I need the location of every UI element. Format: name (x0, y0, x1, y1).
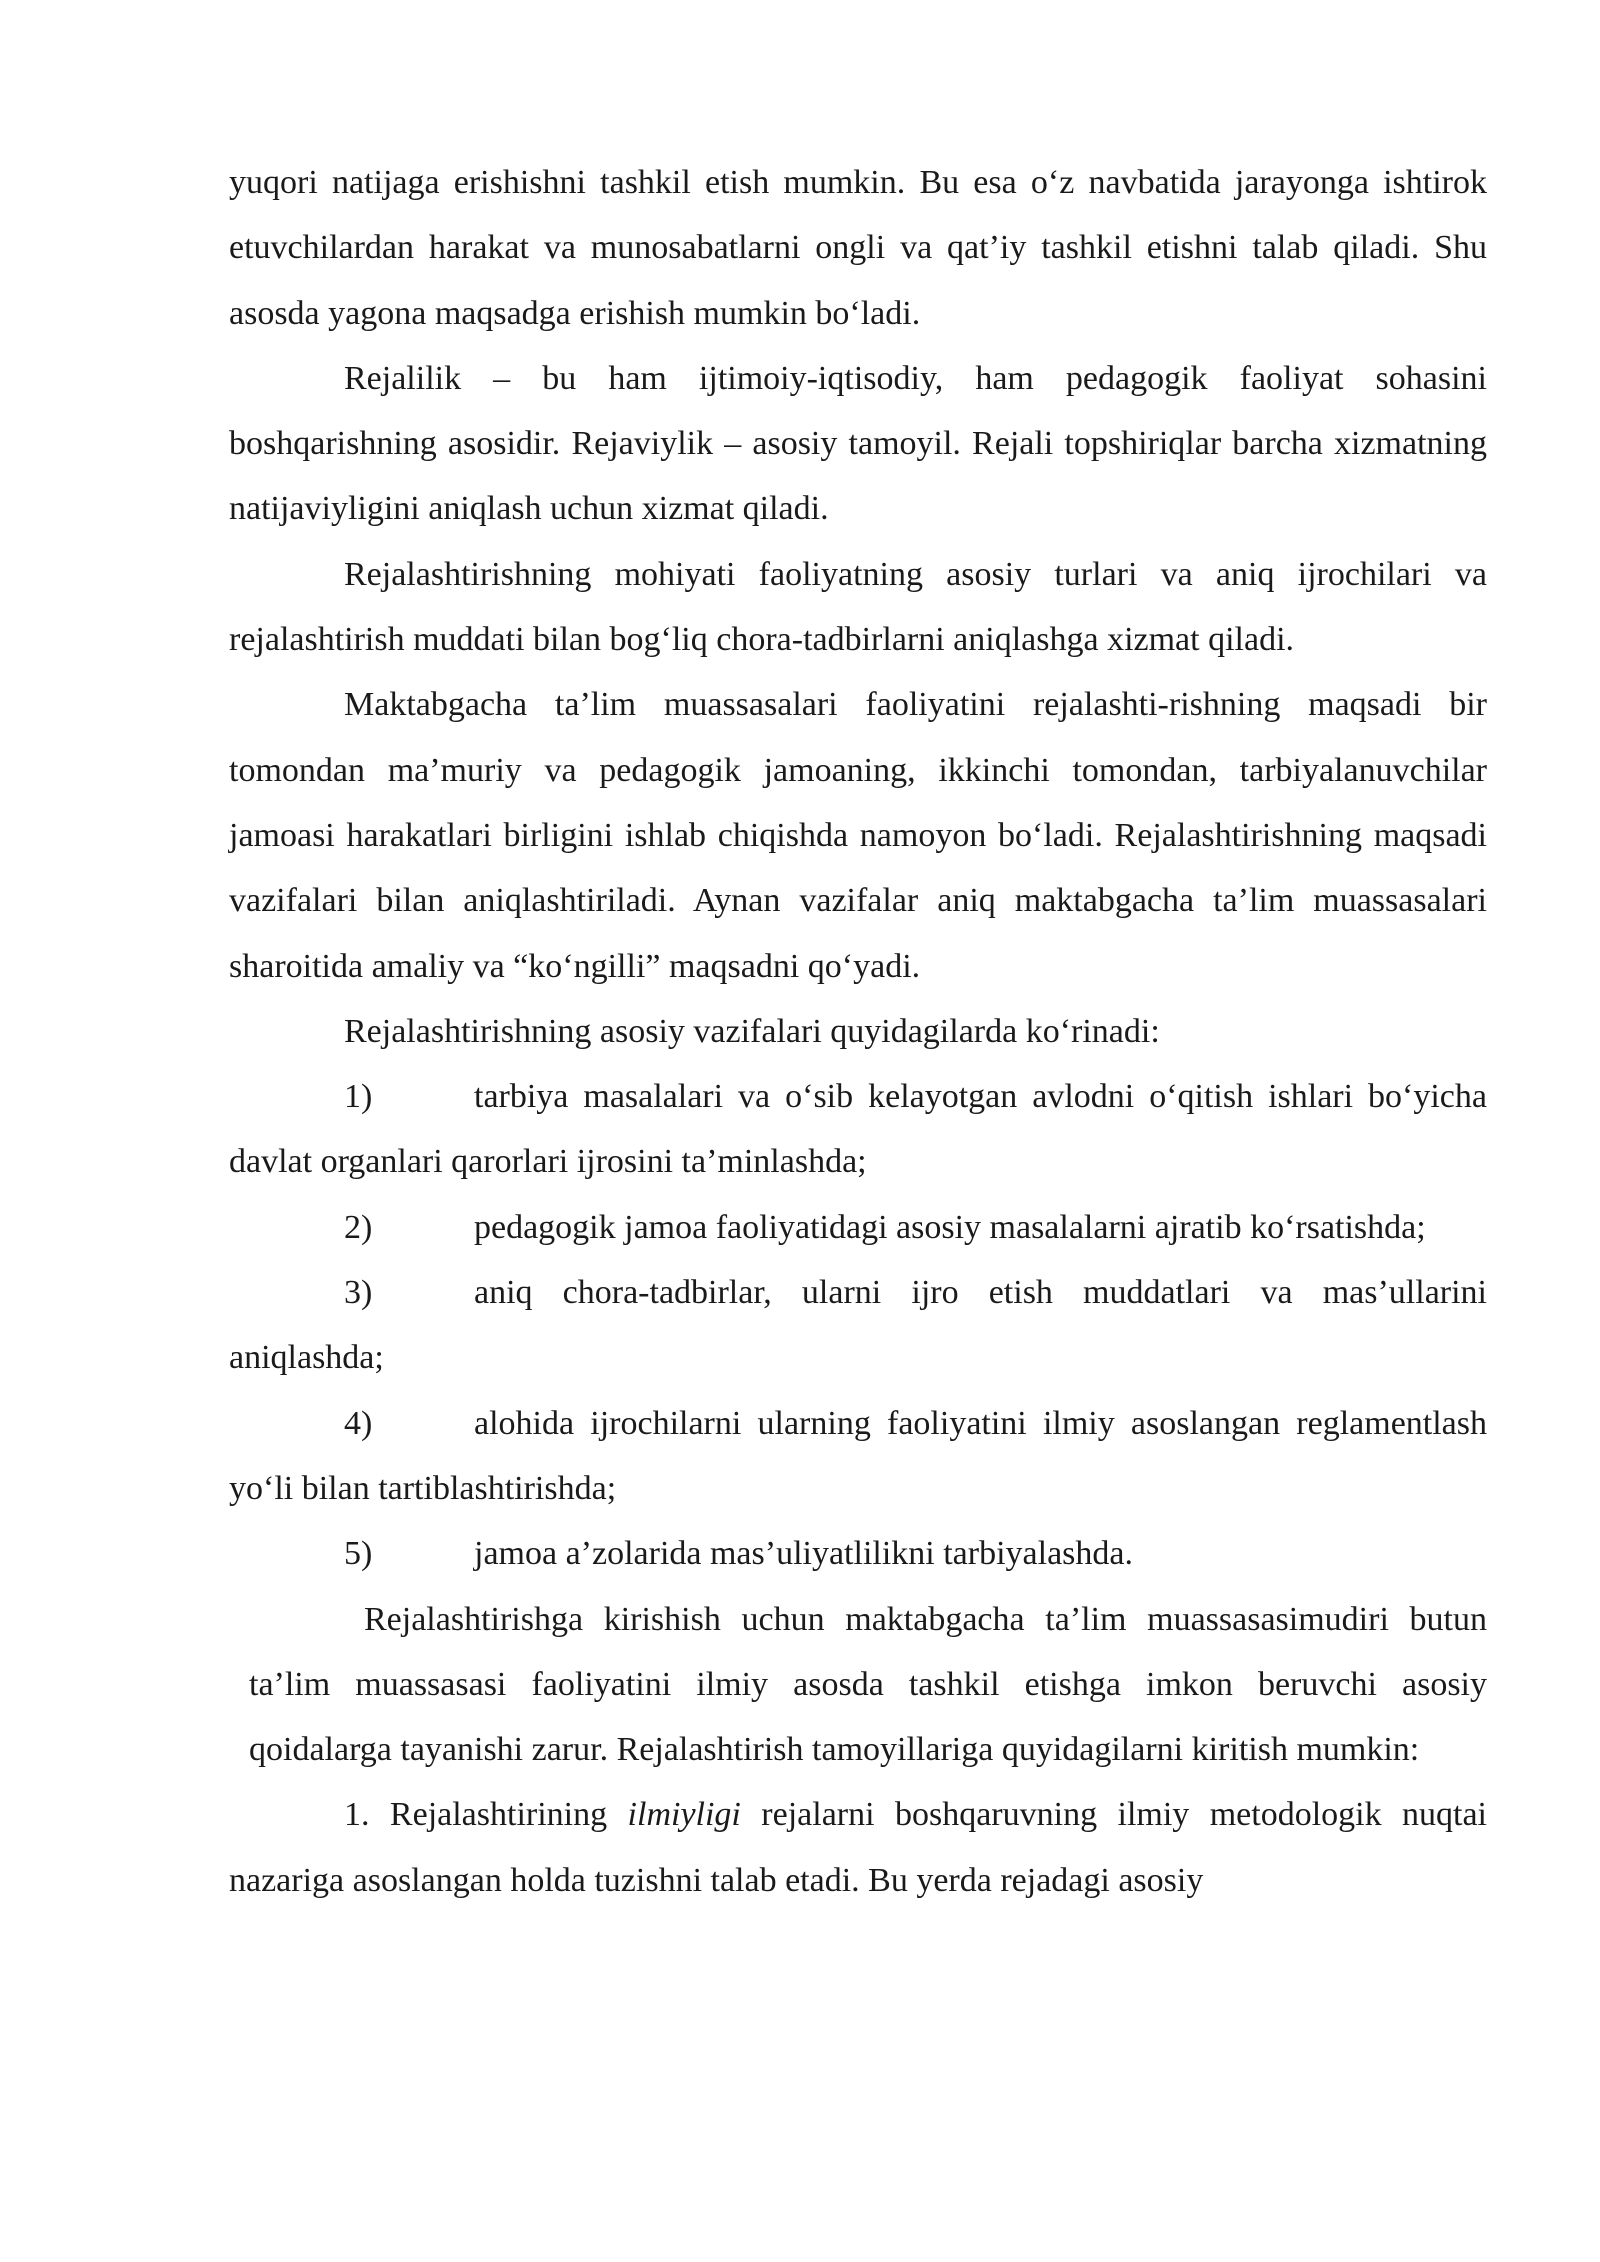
paragraph-5: Rejalashtirishning asosiy vazifalari quyidagilarda ko‘rinadi: (344, 1012, 1160, 1050)
paragraph-4: Maktabgacha ta’lim muassasalari faoliyatini rejalashti-rishning maqsadi bir tomondan ma’muriy va pedagogik jamoaning, ikkinchi tomondan, tarbiyalanuvchilar jamoasi harakatlari birligini ishlab chiqishda namoyon bo‘ladi. Rejalashtirishning maqsadi vazifalari bilan aniqlashtiriladi. Aynan vazifalar aniq maktabgacha ta’lim muassasalari sharoitida amaliy va “ko‘ngilli” maqsadni qo‘yadi. (229, 686, 1487, 985)
list-item (229, 1064, 1487, 1195)
list-number: 1) (344, 1078, 373, 1116)
paragraph-3: Rejalashtirishning mohiyati faoliyatning asosiy turlari va aniq ijrochilari va rejalashtirish muddati bilan bog‘liq chora-tadbirlarni aniqlashga xizmat qiladi. (229, 555, 1487, 659)
list-text: jamoa a’zolarida mas’uliyatlilikni tarbiyalashda. (474, 1535, 1133, 1573)
list-item (229, 1391, 1487, 1522)
list-text: tarbiya masalalari va o‘sib kelayotgan avlodni o‘qitish ishlari bo‘yicha davlat organlari qarorlari ijrosini ta’minlashda; (229, 1078, 1487, 1181)
list-text: aniq chora-tadbirlar, ularni ijro etish muddatlari va mas’ullarini aniqlashda; (229, 1274, 1487, 1377)
paragraph-2: Rejalilik – bu ham ijtimoiy-iqtisodiy, ham pedagogik faoliyat sohasini boshqarishning asosidir. Rejaviylik – asosiy tamoyil. Rejali topshiriqlar barcha xizmatning natijaviyligini aniqlash uchun xizmat qiladi. (229, 359, 1487, 528)
list-text: pedagogik jamoa faoliyatidagi asosiy masalalarni ajratib ko‘rsatishda; (474, 1208, 1426, 1246)
document-page (229, 150, 1487, 1913)
paragraph-1: yuqori natijaga erishishni tashkil etish mumkin. Bu esa o‘z navbatida jarayonga ishtirok etuvchilardan harakat va munosabatlarni ongli va qat’iy tashkil etishni talab qiladi. Shu asosda yagona maqsadga erishish mumkin bo‘ladi. (229, 164, 1487, 332)
paragraph-6-block (249, 1587, 1487, 1783)
list-item (229, 1260, 1487, 1391)
paragraph-7 (229, 1782, 1487, 1913)
paragraph-6: Rejalashtirishga kirishish uchun maktabgacha ta’lim muassasasimudiri butun ta’lim muassasasi faoliyatini ilmiy asosda tashkil etishga imkon beruvchi asosiy qoidalarga tayanishi zarur. Rejalashtirish tamoyillariga quyidagilarni kiritish mumkin: (249, 1600, 1487, 1769)
list-number: 5) (344, 1535, 373, 1573)
paragraph-7-rest: rejalarni boshqaruvning ilmiy metodologik nuqtai nazariga asoslangan holda tuzishni talab etadi. Bu yerda rejadagi asosiy (229, 1796, 1487, 1899)
list-number: 2) (344, 1208, 373, 1246)
list-number: 4) (344, 1404, 373, 1442)
paragraph-7-start: 1. Rejalashtirining (344, 1796, 628, 1834)
list-item (229, 1521, 1487, 1586)
list-item (229, 1195, 1487, 1260)
list-text: alohida ijrochilarni ularning faoliyatini ilmiy asoslangan reglamentlash yo‘li bilan tartiblashtirishda; (229, 1404, 1487, 1507)
paragraph-7-italic: ilmiyligi (627, 1796, 741, 1834)
list-number: 3) (344, 1274, 373, 1312)
